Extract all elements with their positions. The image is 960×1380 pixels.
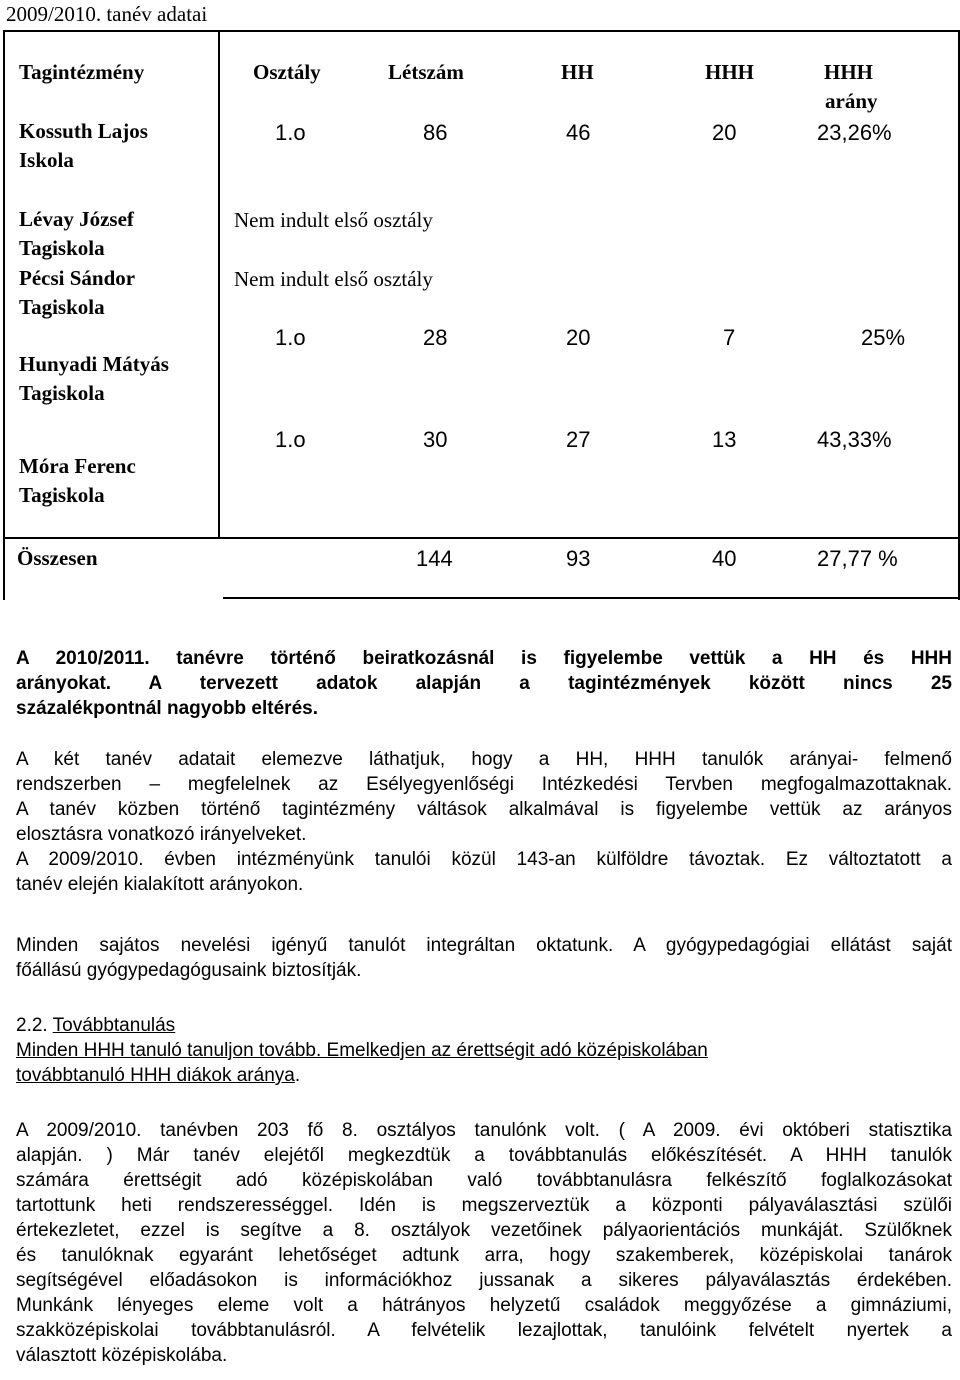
text-line: Minden sajátos nevelési igényű tanulót integráltan oktatunk. A gyógypedagógiai ellátást saját (16, 935, 952, 956)
text-line: számára érettségit adó középiskolában való továbbtanulásra felkészítő foglalkozásokat (16, 1170, 952, 1191)
total-letszam: 144 (416, 546, 453, 571)
row-name-line2: Tagiskola (19, 381, 105, 405)
paragraph-statistics (16, 1118, 952, 1368)
row-hh: 46 (566, 120, 591, 145)
row-hhh: 13 (712, 427, 737, 452)
row-osztaly: 1.o (275, 427, 306, 452)
row-name-line2: Tagiskola (19, 295, 105, 319)
text-line: A két tanév adatait elemezve láthatjuk, hogy a HH, HHH tanulók arányai- felmenő (16, 749, 952, 770)
text-line: Minden HHH tanuló tanuljon tovább. Emelkedjen az érettségit adó középiskolában (16, 1040, 708, 1061)
paragraph-integration (16, 933, 952, 983)
text-line: szakközépiskolai továbbtanulásról. A felvételik lezajlottak, tanulóink felvételt nyertek a (16, 1320, 952, 1341)
row-hhh: 20 (712, 120, 737, 145)
row-name: Lévay József (19, 207, 134, 231)
period: . (294, 1065, 301, 1086)
statistics-table (3, 30, 960, 600)
header-letszam: Létszám (388, 60, 464, 84)
text-line: A tanév közben történő tagintézmény váltások alkalmával is figyelembe vettük az arányos (16, 799, 952, 820)
section-heading (16, 1013, 952, 1038)
row-osztaly: 1.o (275, 120, 306, 145)
row-arany: 25% (861, 325, 906, 350)
row-arany: 43,33% (817, 427, 892, 452)
header-osztaly: Osztály (253, 60, 321, 84)
text-line: alapján. ) Már tanév elejétől megkezdtük a továbbtanulás előkészítését. A HHH tanulók (16, 1145, 952, 1166)
text-line: A 2009/2010. évben intézményünk tanulói közül 143-an külföldre távoztak. Ez változtatott a (16, 849, 952, 870)
section-tovabbtanulas (16, 1013, 952, 1088)
row-osztaly: 1.o (275, 325, 306, 350)
row-arany: 23,26% (817, 120, 892, 145)
text-line: rendszerben – megfelelnek az Esélyegyenlőségi Intézkedési Tervben megfogalmazottaknak. (16, 774, 952, 795)
text-line: választott középiskolába. (16, 1345, 228, 1366)
text-line: tartottunk heti rendszerességgel. Idén is megszerveztük a központi pályaválasztási szülői (16, 1195, 952, 1216)
row-letszam: 30 (423, 427, 448, 452)
text-line (16, 1063, 952, 1088)
total-hh: 93 (566, 546, 591, 571)
bold-paragraph (16, 646, 952, 721)
text-line: A 2009/2010. tanévben 203 fő 8. osztályos tanulónk volt. ( A 2009. évi októberi statisztika (16, 1120, 952, 1141)
row-hh: 20 (566, 325, 591, 350)
total-hhh: 40 (712, 546, 737, 571)
document-title: 2009/2010. tanév adatai (6, 2, 208, 26)
row-name-line2: Tagiskola (19, 236, 105, 260)
header-hhh: HHH (705, 60, 755, 84)
row-name: Hunyadi Mátyás (19, 352, 169, 376)
header-arany-line1: HHH (824, 60, 874, 84)
row-name: Móra Ferenc (19, 454, 136, 478)
underlined-text: továbbtanuló HHH diákok aránya (16, 1065, 295, 1086)
row-name-line2: Iskola (19, 148, 74, 172)
row-name-line2: Tagiskola (19, 483, 105, 507)
text-line: A 2010/2011. tanévre történő beiratkozásnál is figyelembe vettük a HH és HHH (16, 648, 952, 669)
text-line: értekezletet, ezzel is segítve a 8. osztályok vezetőinek pályaorientációs munkáját. Szülőknek (16, 1220, 952, 1241)
text-line: tanév elején kialakított arányokon. (16, 874, 304, 895)
section-title: Továbbtanulás (52, 1015, 176, 1036)
text-line: segítségével előadásokon is információkhoz jussanak a sikeres pályaválasztás érdekében. (16, 1270, 952, 1291)
row-note: Nem indult első osztály (234, 208, 433, 232)
header-tagintezmeny: Tagintézmény (19, 60, 145, 84)
row-note: Nem indult első osztály (234, 267, 433, 291)
header-arany-line2: arány (825, 89, 878, 113)
header-hh: HH (561, 60, 594, 84)
row-letszam: 28 (423, 325, 448, 350)
paragraph-analysis (16, 747, 952, 897)
row-letszam: 86 (423, 120, 448, 145)
row-hhh: 7 (723, 325, 736, 350)
row-name: Pécsi Sándor (19, 266, 136, 290)
total-label: Összesen (17, 546, 98, 570)
text-line: százalékpontnál nagyobb eltérés. (16, 698, 318, 719)
text-line: arányokat. A tervezett adatok alapján a tagintézmények között nincs 25 (16, 673, 952, 694)
text-line: főállású gyógypedagógusaink biztosítják. (16, 960, 362, 981)
row-hh: 27 (566, 427, 591, 452)
text-line: és tanulóknak egyaránt lehetőséget adtunk arra, hogy szakemberek, középiskolai tanárok (16, 1245, 952, 1266)
row-name: Kossuth Lajos (19, 119, 148, 143)
section-number: 2.2. (16, 1015, 48, 1036)
text-line: elosztásra vonatkozó irányelveket. (16, 824, 307, 845)
total-arany: 27,77 % (817, 546, 898, 571)
text-line: Munkánk lényeges eleme volt a hátrányos helyzetű családok meggyőzése a gimnáziumi, (16, 1295, 952, 1316)
